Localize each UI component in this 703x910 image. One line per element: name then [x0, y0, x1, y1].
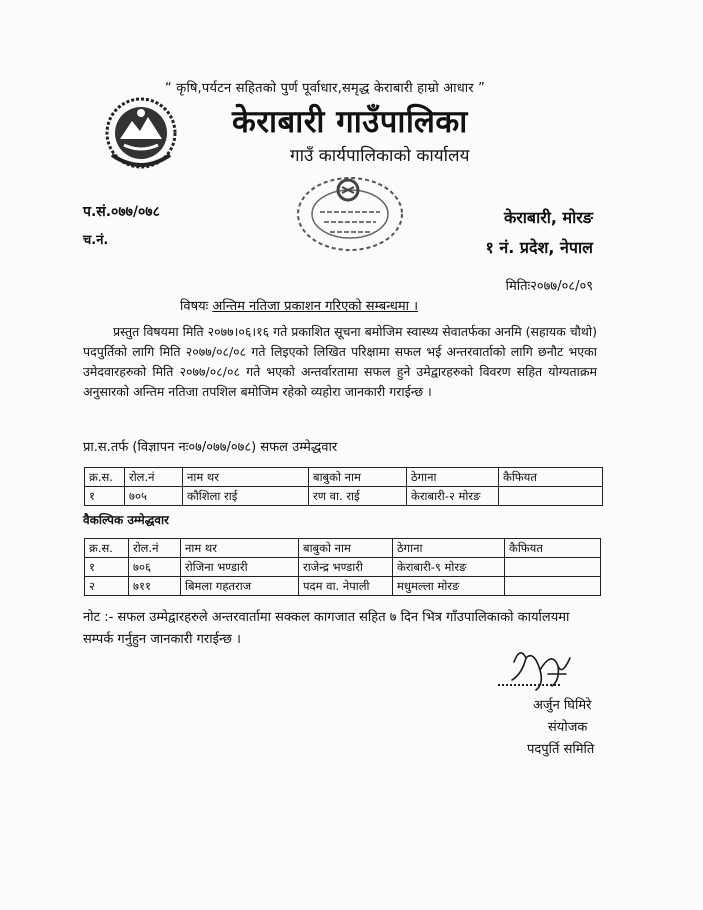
column-header: कैफियत [505, 539, 601, 558]
dispatch-number: च.नं. [83, 233, 109, 248]
column-header: ठेगाना [407, 468, 499, 487]
reference-number: प.सं.०७७/०७८ [83, 204, 160, 220]
column-header: क्र.स. [85, 468, 125, 487]
table-cell [505, 577, 601, 596]
signer-role: संयोजक [548, 720, 588, 735]
column-header: नाम थर [183, 468, 309, 487]
table-header-row [85, 468, 603, 487]
table-cell: पदम वा. नेपाली [299, 577, 393, 596]
alternate-candidates-title: वैकल्पिक उम्मेद्धवार [83, 513, 169, 527]
office-location: केराबारी, मोरङ [503, 208, 593, 227]
letter-body: प्रस्तुत विषयमा मिति २०७७।०६।१६ गते प्रकाशित सूचना बमोजिम स्वास्थ्य सेवातर्फका अनमि (सहायक चौथो) पदपुर्तिको लागि मिति २०७७/०८/०८ गते लिइएको लिखित परिक्षामा सफल भई अन्तरवार्ताको लागि छनौट भएका उमेदवारहरुको मिति २०७७/०८/०८ गते भएको अन्तर्वारतामा सफल हुने उमेद्वारहरुको विवरण सहित योग्यताक्रम अनुसारको अन्तिम नतिजा तपशिल बमोजिम रहेको व्यहोरा जानकारी गराईन्छ । [83, 324, 597, 399]
column-header: रोल.नं [125, 468, 183, 487]
subject-label: विषयः [180, 299, 209, 314]
committee-name: पदपुर्ति समिति [527, 742, 595, 757]
motto-text: “ कृषि,पर्यटन सहितको पुर्ण पूर्वाधार,समृद्ध केराबारी हाम्रो आधार ” [165, 81, 486, 96]
table-row [85, 487, 603, 506]
column-header: क्र.स. [85, 539, 129, 558]
table-cell [505, 558, 601, 577]
province-label: १ नं. प्रदेश, नेपाल [485, 238, 593, 257]
alternate-candidates-table [84, 538, 601, 596]
letter-date: मितिः२०७७/०८/०९ [505, 279, 593, 294]
successful-candidates-table [84, 467, 603, 506]
table-cell: रण वा. राई [309, 487, 407, 506]
table-cell: रोजिना भण्डारी [181, 558, 299, 577]
table-cell: ७०६ [129, 558, 181, 577]
office-stamp-icon [290, 172, 410, 254]
table-cell: केराबारी-९ मोरङ [393, 558, 505, 577]
column-header: बाबुको नाम [309, 468, 407, 487]
table-cell: १ [85, 558, 129, 577]
column-header: बाबुको नाम [299, 539, 393, 558]
table-cell: २ [85, 577, 129, 596]
successful-candidates-title: प्रा.स.तर्फ (विज्ञापन नः०७/०७७/०७८) सफल उम्मेद्धवार [83, 440, 338, 455]
subject-text: अन्तिम नतिजा प्रकाशन गरिएको सम्बन्धमा । [212, 299, 419, 314]
signer-name: अर्जुन घिमिरे [533, 698, 592, 713]
table-cell: राजेन्द्र भण्डारी [299, 558, 393, 577]
note-text: नोट :- सफल उम्मेद्वारहरुले अन्तरवार्तामा सक्कल कागजात सहित ७ दिन भित्र गाँउपालिकाको कार्यालयमा सम्पर्क गर्नुहुन जानकारी गराईन्छ । [83, 610, 570, 647]
table-cell: कौशिला राई [183, 487, 309, 506]
table-cell: १ [85, 487, 125, 506]
table-cell: ७११ [129, 577, 181, 596]
column-header: रोल.नं [129, 539, 181, 558]
government-emblem-icon [102, 93, 180, 173]
column-header: नाम थर [181, 539, 299, 558]
column-header: कैफियत [499, 468, 603, 487]
signature-icon [500, 640, 585, 700]
table-row [85, 558, 601, 577]
table-cell: मधुमल्ला मोरङ [393, 577, 505, 596]
organization-title: केराबारी गाउँपालिका [232, 104, 468, 140]
table-row [85, 577, 601, 596]
subject-line [180, 296, 418, 314]
column-header: ठेगाना [393, 539, 505, 558]
table-cell: बिमला गहतराज [181, 577, 299, 596]
table-header-row [85, 539, 601, 558]
table-cell: केराबारी-२ मोरङ [407, 487, 499, 506]
table-cell [499, 487, 603, 506]
table-cell: ७०५ [125, 487, 183, 506]
office-name: गाउँ कार्यपालिकाको कार्यालय [290, 146, 470, 166]
signature-line [498, 684, 560, 686]
